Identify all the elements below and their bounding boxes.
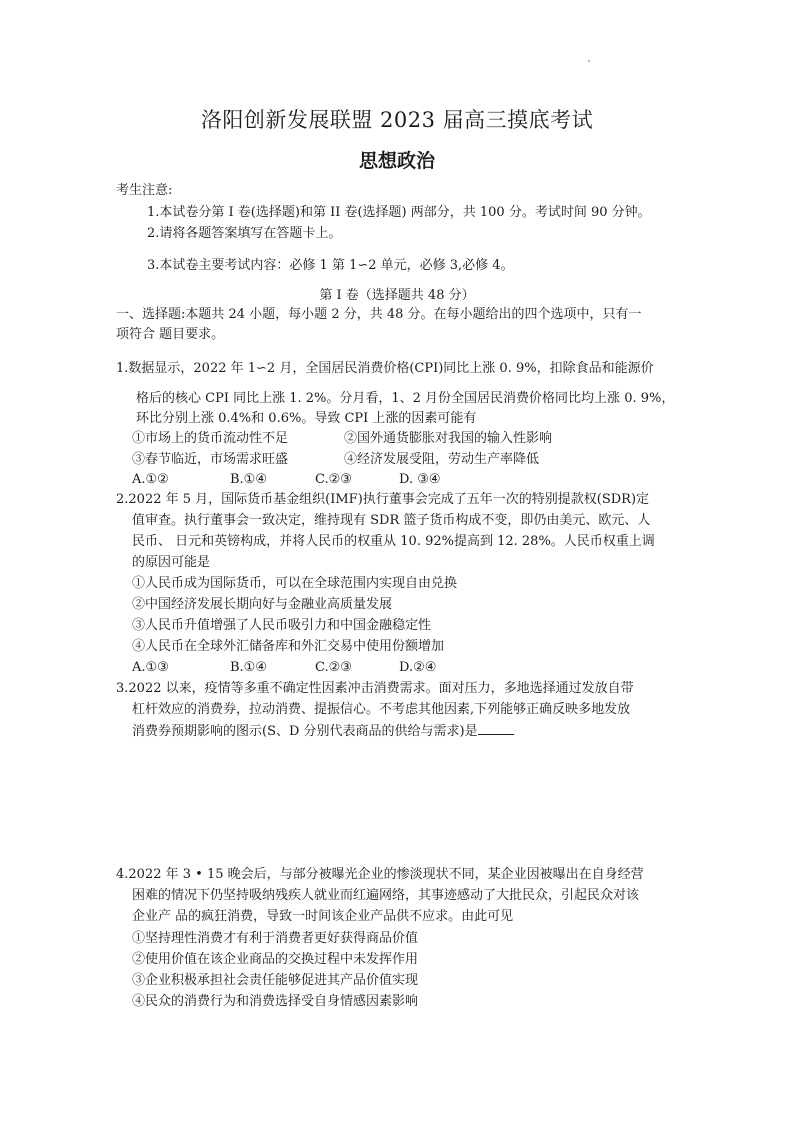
part1-instructions: 项符合 题目要求。 [116, 327, 225, 342]
part1-heading: 第 I 卷（选择题共 48 分） [319, 288, 475, 303]
notice-item: 2.请将各题答案填写在答题卡上。 [147, 226, 342, 241]
option-b[interactable]: B.①④ [230, 660, 267, 675]
scan-mark [588, 60, 590, 62]
question-2-item: ④人民币在全球外汇储备库和外汇交易中使用份额增加 [132, 639, 445, 654]
question-1-stem: 格后的核心 CPI 同比上涨 1. 2%。分月看，1、2 月份全国居民消费价格同比均上涨 0. 9%， [136, 391, 675, 406]
option-d[interactable]: D. ③④ [399, 472, 441, 487]
option-d[interactable]: D.②④ [399, 660, 437, 675]
question-3-stem: 3.2022 以来，疫情等多重不确定性因素冲击消费需求。面对压力，多地选择通过发放自带 [116, 681, 634, 696]
option-a[interactable]: A.①② [132, 472, 169, 487]
question-2-item: ②中国经济发展长期向好与金融业高质量发展 [132, 597, 393, 612]
question-3-stem [132, 722, 514, 741]
question-3-text: 消费券预期影响的图示(S、D 分别代表商品的供给与需求)是 [132, 724, 478, 739]
option-c[interactable]: C.②③ [315, 660, 352, 675]
notice-item: 3.本试卷主要考试内容：必修 1 第 1∽2 单元，必修 3,必修 4。 [147, 258, 514, 273]
exam-title: 洛阳创新发展联盟 2023 届高三摸底考试 [200, 108, 594, 132]
option-b[interactable]: B.①④ [230, 472, 267, 487]
question-1-stem: 1.数据显示，2022 年 1∽2 月，全国居民消费价格(CPI)同比上涨 0. 9%，扣除食品和能源价 [116, 361, 654, 376]
question-2-stem: 的原因可能是 [132, 555, 211, 570]
question-4-item: ④民众的消费行为和消费选择受自身情感因素影响 [132, 994, 419, 1009]
statement-3: ③春节临近，市场需求旺盛 [132, 452, 289, 467]
option-a[interactable]: A.①③ [132, 660, 169, 675]
question-2-stem: 民币、 日元和英镑构成，并将人民币的权重从 10. 92%提高到 12. 28%。人民币权重上调 [132, 534, 655, 549]
question-1-item [132, 430, 553, 448]
question-4-stem: 困难的情况下仍坚持吸纳残疾人就业而红遍网络，其事迹感动了大批民众，引起民众对该 [132, 888, 640, 903]
statement-4: ④经济发展受阻，劳动生产率降低 [344, 452, 540, 467]
question-4-stem: 企业产 品的疯狂消费，导致一时间该企业产品供不应求。由此可见 [132, 909, 514, 924]
question-4-stem: 4.2022 年 3 • 15 晚会后，与部分被曝光企业的惨淡现状不同，某企业因被曝出在自身经营 [116, 867, 644, 882]
notice-heading: 考生注意: [116, 183, 173, 198]
question-1-item [132, 451, 540, 469]
notice-item: 1.本试卷分第 I 卷(选择题)和第 II 卷(选择题) 两部分，共 100 分。考试时间 90 分钟。 [147, 205, 651, 220]
question-2-item: ①人民币成为国际货币，可以在全球范围内实现自由兑换 [132, 576, 458, 591]
question-4-item: ②使用价值在该企业商品的交换过程中未发挥作用 [132, 952, 419, 967]
part1-instructions: 一、选择题:本题共 24 小题，每小题 2 分，共 48 分。在每小题给出的四个选项中，只有一 [116, 307, 642, 322]
question-2-stem: 值审查。执行董事会一致决定，维持现有 SDR 篮子货币构成不变，即仍由美元、欧元、人 [132, 513, 651, 528]
question-3-stem: 杠杆效应的消费券，拉动消费、提振信心。不考虑其他因素,下列能够正确反映多地发放 [132, 702, 631, 717]
statement-2: ②国外通货膨胀对我国的输入性影响 [344, 431, 553, 446]
question-4-item: ①坚持理性消费才有利于消费者更好获得商品价值 [132, 931, 419, 946]
question-1-stem: 环比分别上涨 0.4%和 0.6%。导致 CPI 上涨的因素可能有 [136, 411, 477, 426]
question-2-stem: 2.2022 年 5 月，国际货币基金组织(IMF)执行董事会完成了五年一次的特别提款权(SDR)定 [116, 492, 650, 507]
question-2-item: ③人民币升值增强了人民币吸引力和中国金融稳定性 [132, 618, 432, 633]
statement-1: ①市场上的货币流动性不足 [132, 431, 289, 446]
question-4-item: ③企业积极承担社会责任能够促进其产品价值实现 [132, 973, 419, 988]
option-c[interactable]: C.②③ [315, 472, 352, 487]
answer-blank[interactable] [478, 722, 514, 735]
subject-title: 思想政治 [358, 150, 435, 172]
